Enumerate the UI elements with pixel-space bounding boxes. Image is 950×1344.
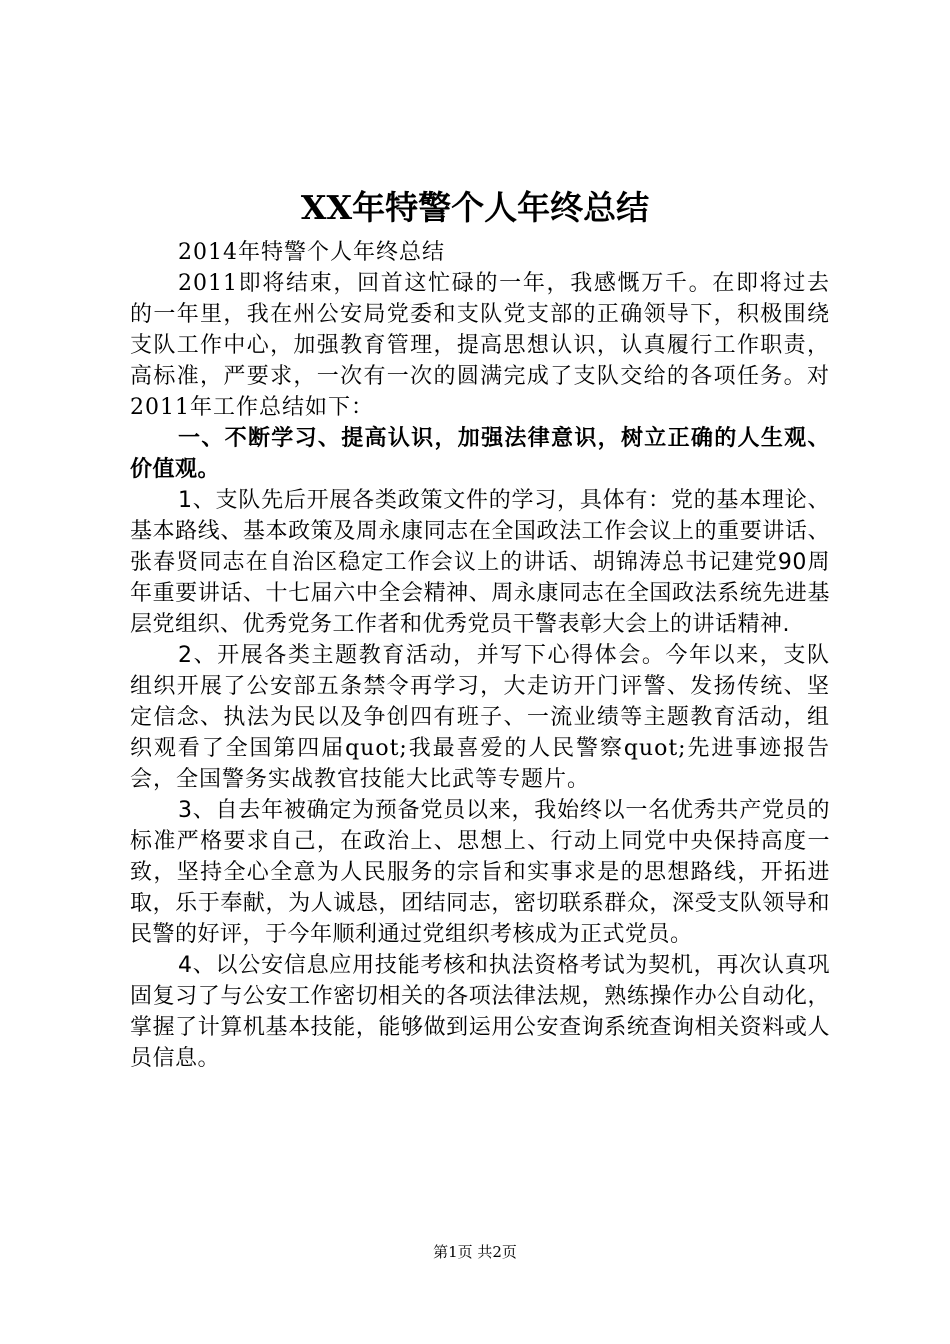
item-1-paragraph: 1、支队先后开展各类政策文件的学习，具体有：党的基本理论、基本路线、基本政策及周永康同志在全国政法工作会议上的重要讲话、张春贤同志在自治区稳定工作会议上的讲话、胡锦涛总书记建党90周年重要讲话、十七届六中全会精神、周永康同志在全国政法系统先进基层党组织、优秀党务工作者和优秀党员干警表彰大会上的讲话精神. bbox=[130, 488, 830, 637]
document-body bbox=[130, 237, 830, 1074]
item-2-rest: 今年以来，支队组织开展了公安部五条禁令再学习，大走访开门评警、发扬传统、坚定信念、执法为民以及争创四有班子、一流业绩等主题教育活动，组织观看了全国第四届quot;我最喜爱的人民警察quot;先进事迹报告会，全国警务实战教官技能大比武等专题片。 bbox=[130, 643, 830, 792]
intro-paragraph: 2011即将结束，回首这忙碌的一年，我感慨万千。在即将过去的一年里，我在州公安局党委和支队党支部的正确领导下，积极围绕支队工作中心，加强教育管理，提高思想认识，认真履行工作职责，高标准，严要求，一次有一次的圆满完成了支队交给的各项任务。对2011年工作总结如下： bbox=[130, 271, 830, 420]
page-footer: 第1页 共2页 bbox=[433, 1243, 517, 1261]
item-2-lead: 2、开展各类主题教育活动，并写下心得体会。 bbox=[178, 643, 666, 668]
document-title: XX年特警个人年终总结 bbox=[300, 188, 650, 227]
item-4-paragraph: 4、以公安信息应用技能考核和执法资格考试为契机，再次认真巩固复习了与公安工作密切相关的各项法律法规，熟练操作办公自动化，掌握了计算机基本技能，能够做到运用公安查询系统查询相关资料或人员信息。 bbox=[130, 953, 830, 1071]
item-3-paragraph: 3、自去年被确定为预备党员以来，我始终以一名优秀共产党员的标准严格要求自己，在政治上、思想上、行动上同党中央保持高度一致，坚持全心全意为人民服务的宗旨和实事求是的思想路线，开拓进取，乐于奉献，为人诚恳，团结同志，密切联系群众，深受支队领导和民警的好评，于今年顺利通过党组织考核成为正式党员。 bbox=[130, 798, 830, 947]
section-heading-1: 一、不断学习、提高认识，加强法律意识，树立正确的人生观、价值观。 bbox=[130, 426, 830, 482]
item-2-paragraph bbox=[130, 640, 830, 795]
subtitle-paragraph: 2014年特警个人年终总结 bbox=[178, 240, 445, 265]
